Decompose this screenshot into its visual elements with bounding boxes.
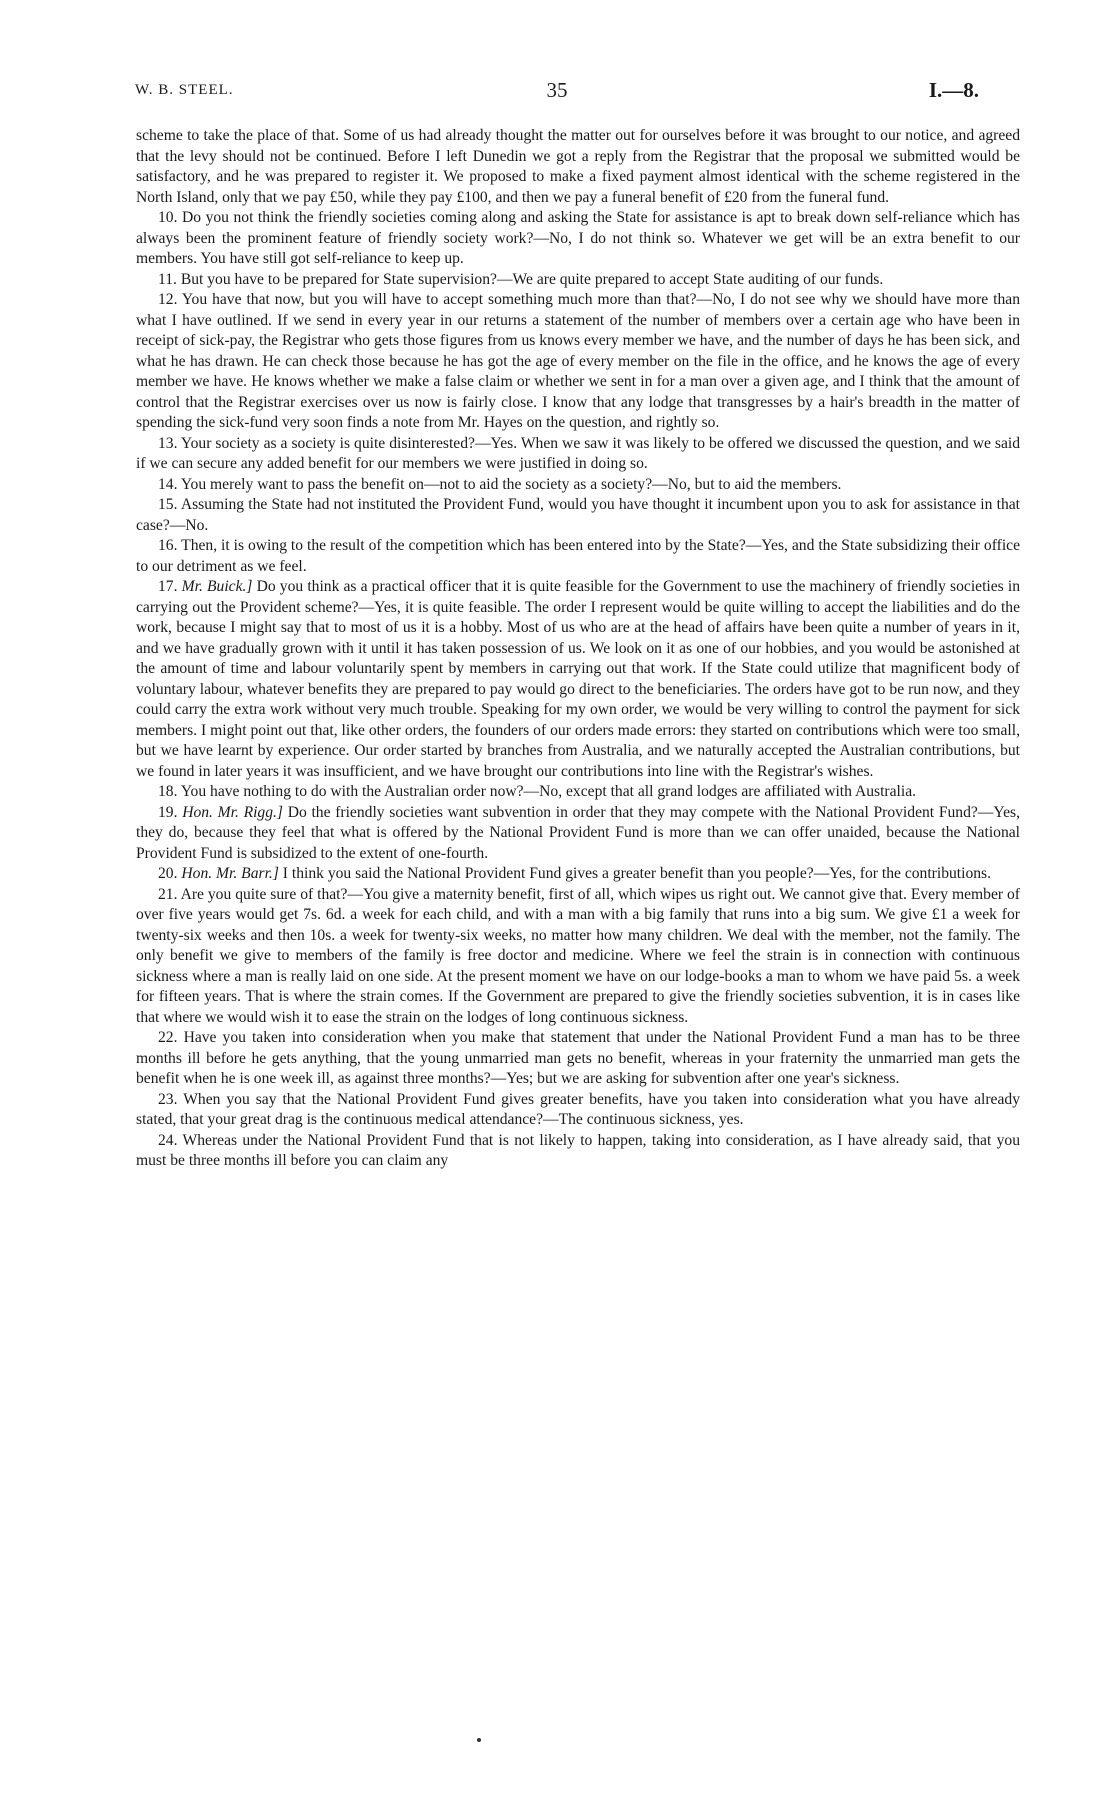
paragraph: 17. Mr. Buick.] Do you think as a practical officer that it is quite feasible for the Government to use the machinery of friendly societies in carrying out the Provident scheme?—Yes, it is quite feasible. The order I represent would be quite willing to accept the liabilities and do the work, because I might say that to most of us it is a hobby. Most of us who are at the head of affairs have been quite a number of years in it, and we have gradually grown with it until it has taken possession of us. We look on it as one of our hobbies, and you would be astonished at the amount of time and labour voluntarily spent by members in carrying out that work. If the State could utilize that magnificent body of voluntary labour, whatever benefits they are prepared to pay would go direct to the beneficiaries. The orders have got to be run now, and they could carry the extra work without very much trouble. Speaking for my own order, we would be very willing to control the payment for sick members. I might point out that, like other orders, the founders of our orders made errors: they started on contributions which were too small, but we have learnt by experience. Our order started by branches from Australia, and we naturally accepted the Australian contributions, but we found in later years it was insufficient, and we have brought our contributions into line with the Registrar's wishes. <box>136 578 1021 780</box>
page-header <box>135 78 979 108</box>
paragraph: 11. But you have to be prepared for State supervision?—We are quite prepared to accept State auditing of our funds. <box>158 270 884 288</box>
paragraph: 22. Have you taken into consideration when you make that statement that under the National Provident Fund a man has to be three months ill before he gets anything, that the young unmarried man gets no benefit, whereas in your fraternity the unmarried man gets the benefit when he is one week ill, as against three months?—Yes; but we are asking for subvention after one year's sickness. <box>136 1029 1020 1087</box>
speaker-label: Hon. Mr. Barr.] <box>181 865 279 882</box>
paragraph: 13. Your society as a society is quite disinterested?—Yes. When we saw it was likely to be offered we discussed the question, and we said if we can secure any added benefit for our members we were justified in doing so. <box>136 434 1020 472</box>
paragraph: 20. Hon. Mr. Barr.] I think you said the National Provident Fund gives a greater benefit than you people?—Yes, for the contributions. <box>158 865 992 882</box>
paragraph: 12. You have that now, but you will have to accept something much more than that?—No, I do not see why we should have more than what I have outlined. If we send in every year in our returns a statement of the number of members over a certain age who have been in receipt of sick-pay, the Registrar who gets those figures from us knows every member we have, and the number of days he has been sick, and what he has drawn. He can check those because he has got the age of every member on the file in the office, and he knows the age of every member we have. He knows whether we make a false claim or whether we sent in for a man over a given age, and I think that the amount of control that the Registrar exercises over us now is fairly close. I know that any lodge that transgresses by a hair's breadth in the matter of spending the sick-fund very soon finds a note from Mr. Hayes on the question, and rightly so. <box>136 291 1020 431</box>
page-number: 35 <box>546 78 568 102</box>
document-body <box>136 126 1020 1172</box>
speaker-label: Hon. Mr. Rigg.] <box>182 803 283 821</box>
paragraph: 15. Assuming the State had not instituted the Provident Fund, would you have thought it incumbent upon you to ask for assistance in that case?—No. <box>136 496 1020 534</box>
speaker-label: Mr. Buick.] <box>181 578 253 595</box>
paragraph: 19. Hon. Mr. Rigg.] Do the friendly societies want subvention in order that they may compete with the National Provident Fund?—Yes, they do, because they feel that what is offered by the National Provident Fund is more than we can offer unaided, because the National Provident Fund is subsidized to the extent of one-fourth. <box>136 803 1020 862</box>
paragraph: 16. Then, it is owing to the result of the competition which has been entered into by the State?—Yes, and the State subsidizing their office to our detriment as we feel. <box>136 537 1021 575</box>
paragraph: 10. Do you not think the friendly societies coming along and asking the State for assistance is apt to break down self-reliance which has always been the prominent feature of friendly society work?—No, I do not think so. Whatever we get will be an extra benefit to our members. You have still got self-reliance to keep up. <box>136 209 1020 267</box>
witness-name: W. B. STEEL. <box>135 82 234 98</box>
paper-reference: I.—8. <box>928 78 979 102</box>
paragraph: 21. Are you quite sure of that?—You give a maternity benefit, first of all, which wipes us right out. We cannot give that. Every member of over five years would get 7s. 6d. a week for each child, and with a man with a big family that runs into a big sum. We give £1 a week for twenty-six weeks and then 10s. a week for twenty-six weeks, no matter how many children. We deal with the member, not the family. The only benefit we give to members of the family is free doctor and medicine. Where we feel the strain is in connection with continuous sickness where a man is really laid on one side. At the present moment we have on our lodge-books a man to whom we have paid 5s. a week for fifteen years. That is where the strain comes. If the Government are prepared to give the friendly societies subvention, it is in cases like that where we would wish it to ease the strain on the lodges of long continuous sickness. <box>136 885 1020 1026</box>
print-mark <box>477 1738 481 1742</box>
paragraph: 23. When you say that the National Provident Fund gives greater benefits, have you taken into consideration what you have already stated, that your great drag is the continuous medical attendance?—The continuous sickness, yes. <box>136 1090 1020 1128</box>
paragraph: 24. Whereas under the National Provident Fund that is not likely to happen, taking into consideration, as I have already said, that you must be three months ill before you can claim any <box>136 1131 1021 1169</box>
paragraph: scheme to take the place of that. Some of us had already thought the matter out for ourselves before it was brought to our notice, and agreed that the levy should not be continued. Before I left Dunedin we got a reply from the Registrar that the proposal we submitted would be satisfactory, and he was prepared to register it. We proposed to make a fixed payment almost identical with the scheme registered in the North Island, only that we pay £50, while they pay £100, and then we pay a funeral benefit of £20 from the funeral fund. <box>136 127 1020 206</box>
paragraph: 14. You merely want to pass the benefit on—not to aid the society as a society?—No, but to aid the members. <box>158 475 842 493</box>
paragraph: 18. You have nothing to do with the Australian order now?—No, except that all grand lodges are affiliated with Australia. <box>158 783 917 800</box>
